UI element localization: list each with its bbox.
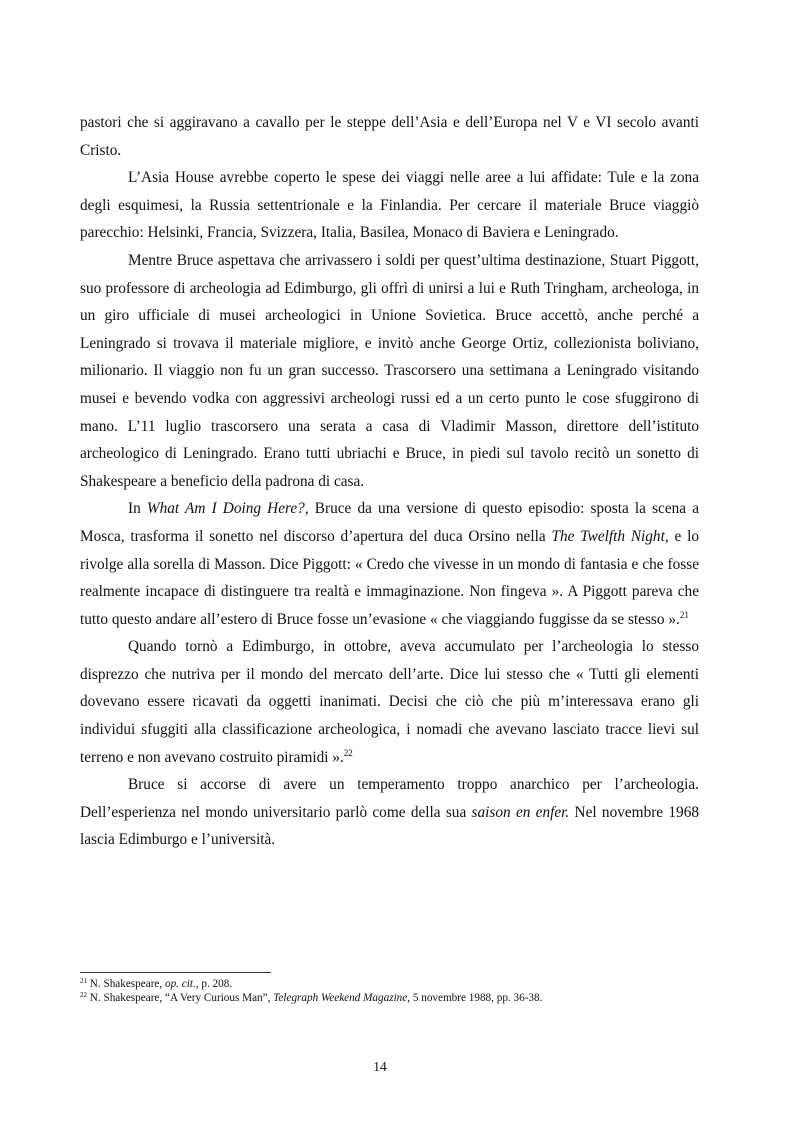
paragraph-2 [80, 164, 699, 247]
text-run: N. Shakespeare, [87, 978, 165, 990]
footnote-21 [80, 978, 699, 992]
footnote-22 [80, 992, 699, 1006]
footnote-ref: 22 [80, 990, 87, 999]
text-run: In [128, 500, 147, 518]
footnote-ref: 21 [679, 609, 689, 620]
text-run: L’Asia House avrebbe coperto le spese dei viaggi nelle aree a lui affidate: Tule e la zona degli esquimesi, la Russia settentrionale e la Finlandia. Per cercare il materiale Bruce viaggiò parecchio: Helsinki, Francia, Svizzera, Italia, Basilea, Monaco di Baviera e Leningrado. [80, 169, 699, 242]
text-run: Mentre Bruce aspettava che arrivassero i soldi per quest’ultima destinazione, Stuart Piggott, suo professore di archeologia ad Edimburgo, gli offrì di unirsi a lui e Ruth Tringham, archeologa, in un giro ufficiale di musei archeologici in Unione Sovietica. Bruce accettò, anche perché a Leningrado si trovava il materiale migliore, e invitò anche George Ortiz, collezionista boliviano, milionario. Il viaggio non fu un gran successo. Trascorsero una settimana a Leningrado visitando musei e bevendo vodka con aggressivi archeologi russi ed a un certo punto le cose sfuggirono di mano. L’11 luglio trascorsero una serata a casa di Vladimir Masson, direttore dell’istituto archeologico di Leningrado. Erano tutti ubriachi e Bruce, in piedi sul tavolo recitò un sonetto di Shakespeare a beneficio della padrona di casa. [80, 251, 699, 490]
text-run: N. Shakespeare, “A Very Curious Man”, [87, 991, 274, 1004]
text-run: Quando tornò a Edimburgo, in ottobre, aveva accumulato per l’archeologia lo stesso disprezzo che nutriva per il mondo del mercato dell’arte. Dice lui stesso che « Tutti gli elementi dovevano essere ricavati da oggetti inanimati. Decisi che ciò che più m’interessava erano gli individui sfuggiti alla classificazione archeologica, i nomadi che avevano lasciato tracce lievi sul terreno e non avevano costruito piramidi ». [80, 638, 699, 766]
text-run: pastori che si aggiravano a cavallo per le steppe dell’Asia e dell’Europa nel V e VI secolo avanti Cristo. [80, 114, 699, 159]
italic-text: The Twelfth Night, [551, 527, 669, 545]
paragraph-6 [80, 771, 699, 854]
paragraph-3 [80, 247, 699, 495]
footnotes [80, 978, 699, 1005]
text-run: Bruce da una versione di questo episodio: sposta la scena a Mosca, trasforma il sonetto nel discorso d’apertura del duca Orsino nella [80, 500, 699, 545]
italic-text: What Am I Doing Here?, [146, 500, 309, 518]
text-run: Nel novembre 1968 lascia Edimburgo e l’università. [80, 803, 699, 849]
footnote-separator [80, 972, 271, 973]
italic-text: saison en enfer. [471, 803, 570, 821]
text-run: , 5 novembre 1988, pp. 36-38. [407, 991, 543, 1004]
text-run: e lo rivolge alla sorella di Masson. Dice Piggott: « Credo che vivesse in un mondo di fantasia e che fosse realmente incapace di distinguere tra realtà e immaginazione. Non fingeva ». A Piggott pareva che tutto questo andare all’estero di Bruce fosse un’evasione « che viaggiando fuggisse da se stesso ». [80, 527, 699, 628]
italic-text: Telegraph Weekend Magazine [273, 991, 408, 1004]
text-run: Bruce si accorse di avere un temperamento troppo anarchico per l’archeologia. Dell’esperienza nel mondo universitario parlò come della sua [80, 776, 699, 821]
paragraph-1 [80, 109, 699, 164]
paragraph-4 [80, 495, 699, 633]
text-run: , p. 208. [195, 978, 233, 990]
italic-text: op. cit. [164, 978, 196, 990]
body-text [80, 109, 699, 854]
footnote-ref: 22 [343, 747, 353, 758]
footnote-ref: 21 [80, 977, 87, 985]
paragraph-5 [80, 633, 699, 771]
page-number: 14 [373, 1059, 387, 1074]
